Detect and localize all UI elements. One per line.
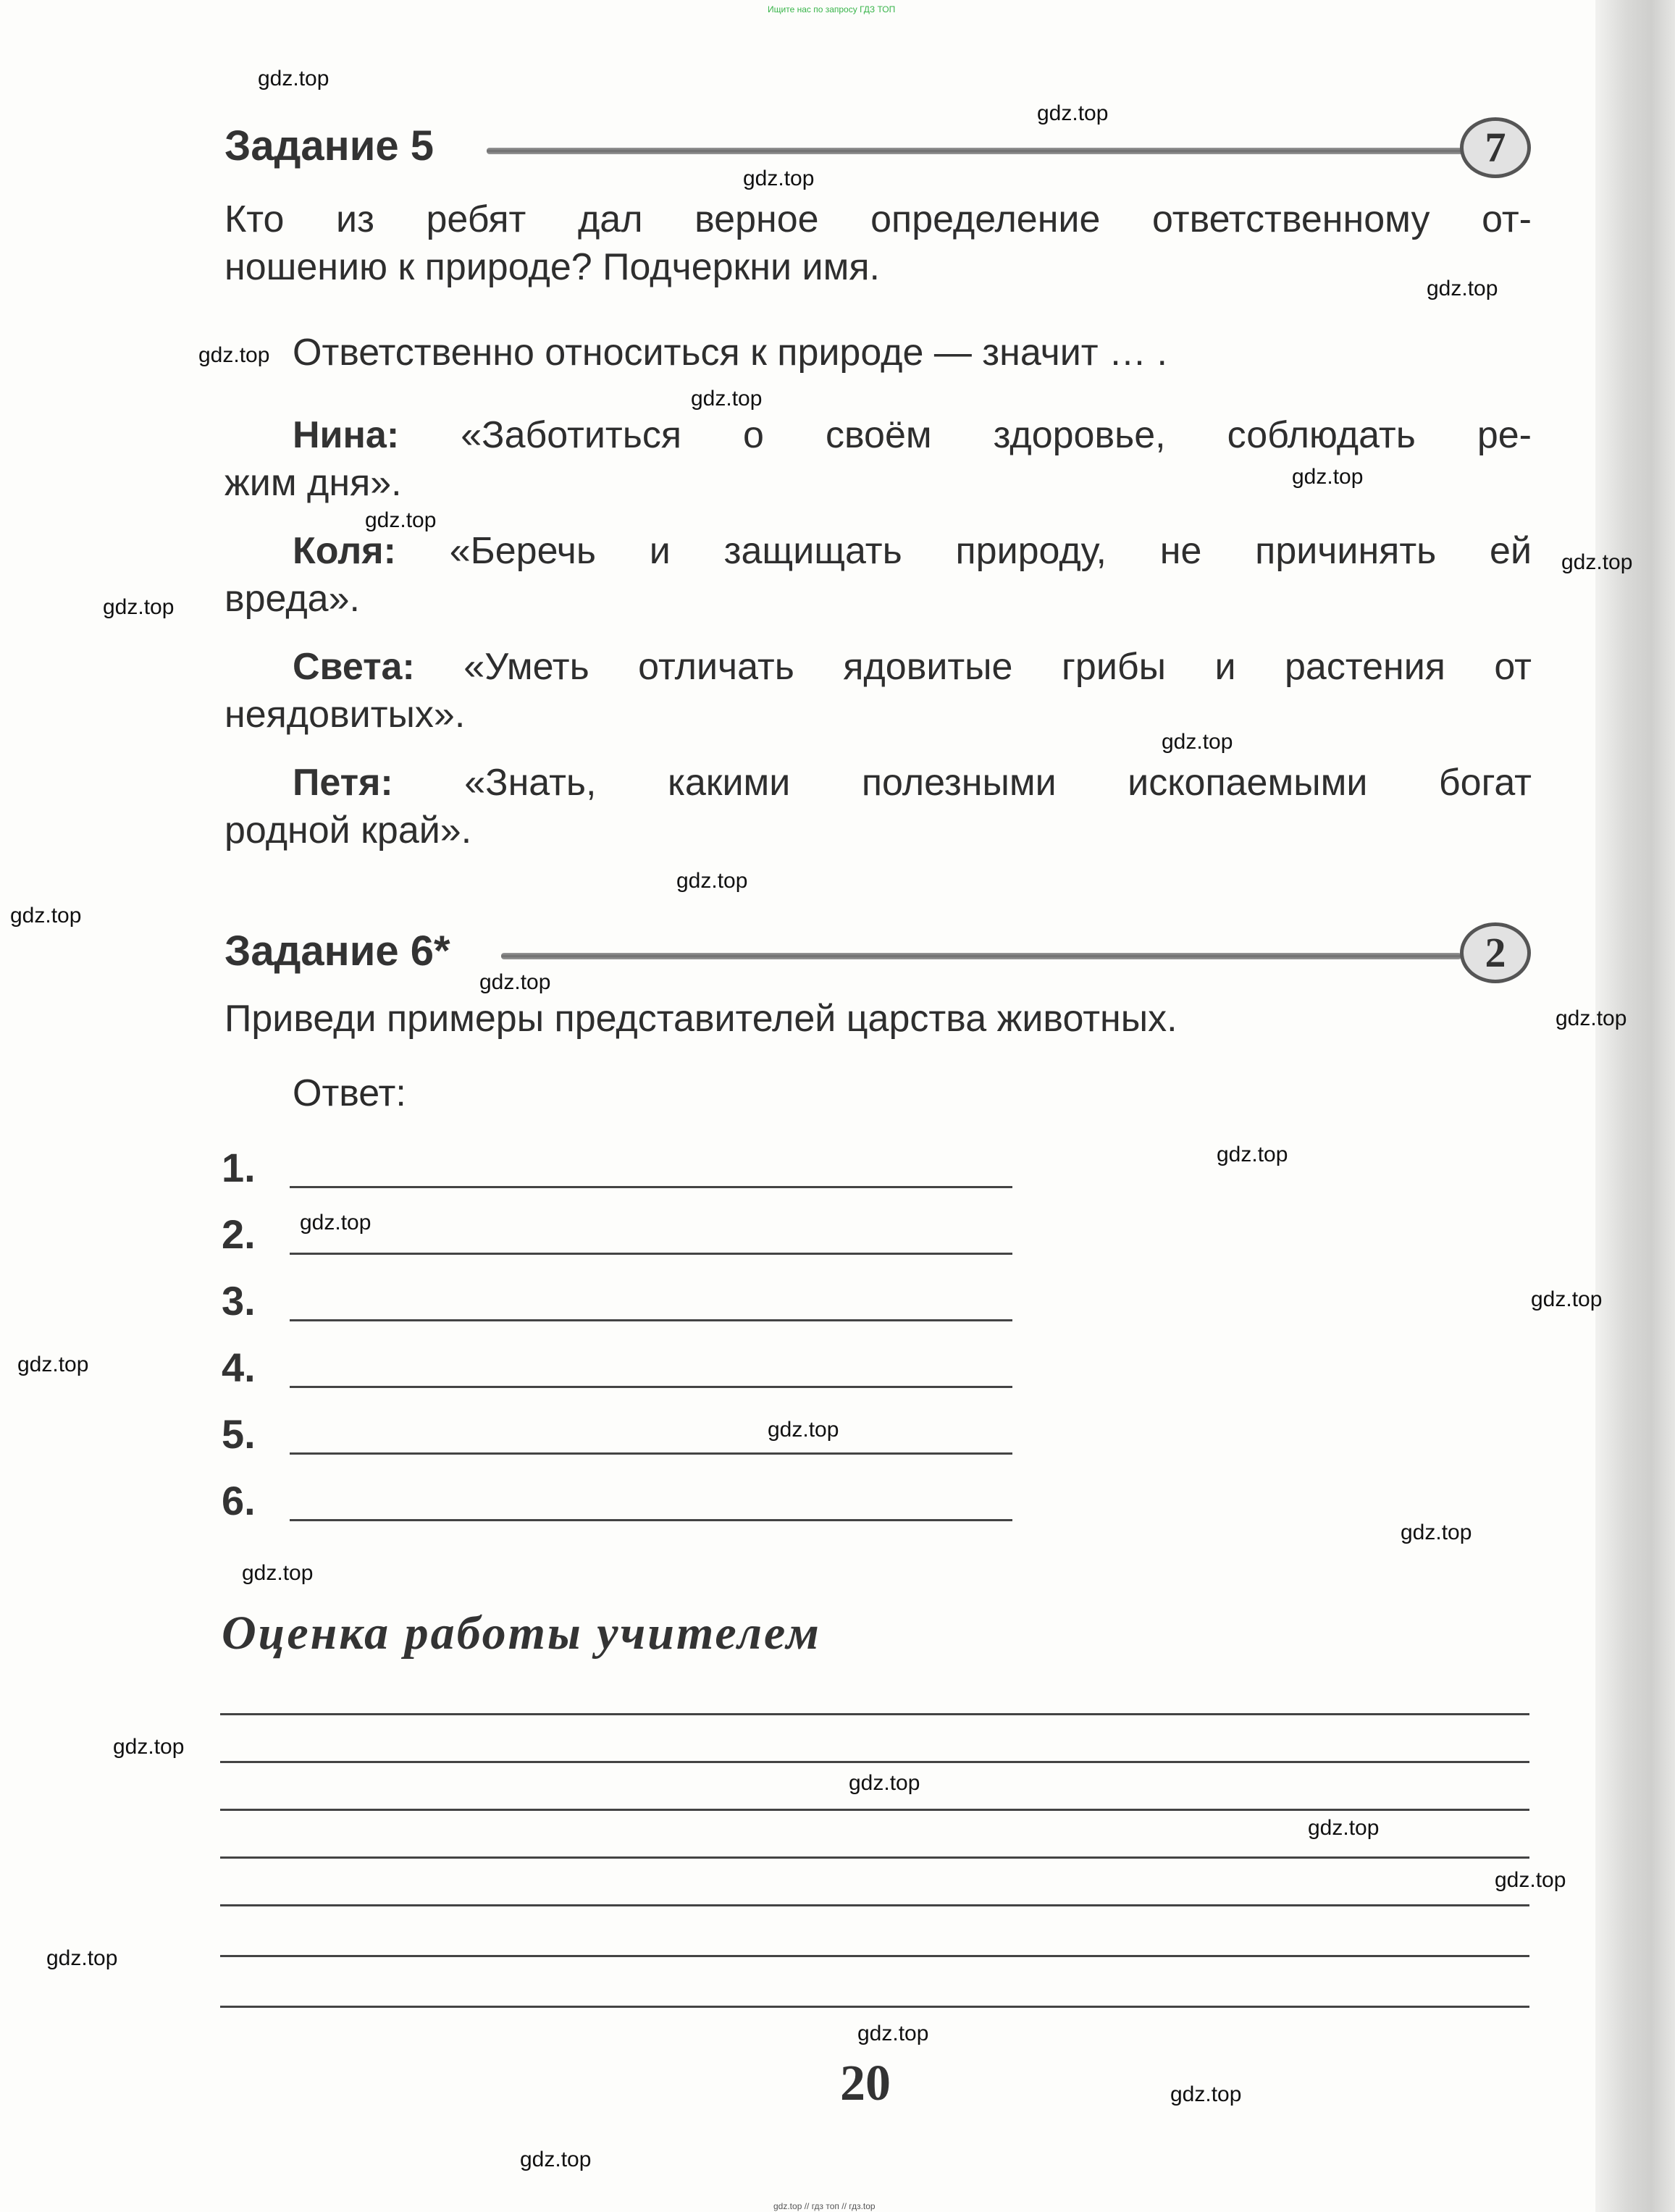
answer-nina-text: «Заботиться о своём здоровье, соблюдать ре- bbox=[461, 414, 1532, 456]
answer-petya-text: «Знать, какими полезными ископаемыми богат bbox=[464, 762, 1532, 804]
grade-line-4[interactable] bbox=[220, 1856, 1529, 1859]
watermark: gdz.top bbox=[198, 343, 270, 367]
watermark: gdz.top bbox=[1037, 101, 1109, 125]
top-note: Ищите нас по запросу ГДЗ ТОП bbox=[768, 4, 896, 14]
bottom-note: gdz.top // гдз топ // гдз.top bbox=[773, 2201, 876, 2211]
task5-title: Задание 5 bbox=[224, 122, 434, 169]
watermark: gdz.top bbox=[676, 869, 748, 893]
answer-number-6: 6. bbox=[222, 1478, 256, 1523]
task5-question-line1: Кто из ребят дал верное определение ответственному от- bbox=[224, 198, 1532, 240]
watermark: gdz.top bbox=[1170, 2082, 1242, 2106]
grade-line-3[interactable] bbox=[220, 1809, 1529, 1811]
grade-line-5[interactable] bbox=[220, 1904, 1529, 1906]
task6-header bbox=[224, 927, 1535, 985]
watermark: gdz.top bbox=[365, 508, 437, 532]
watermark: gdz.top bbox=[17, 1353, 89, 1376]
task5-statement: Ответственно относиться к природе — значит … . bbox=[293, 332, 1167, 374]
grade-line-2[interactable] bbox=[220, 1761, 1529, 1763]
answer-number-1: 1. bbox=[222, 1145, 256, 1190]
answer-petya-line1 bbox=[293, 759, 1532, 807]
watermark: gdz.top bbox=[1217, 1143, 1288, 1166]
book-spine-shadow bbox=[1595, 0, 1675, 2212]
watermark: gdz.top bbox=[10, 904, 82, 928]
task5-header bbox=[224, 122, 1535, 180]
answer-sveta-line1 bbox=[293, 643, 1532, 691]
watermark: gdz.top bbox=[1495, 1868, 1566, 1892]
task6-points-badge: 2 bbox=[1460, 922, 1531, 983]
answer-line-6[interactable] bbox=[290, 1519, 1012, 1521]
page-number: 20 bbox=[840, 2056, 891, 2111]
answer-nina-name: Нина: bbox=[293, 414, 400, 456]
answer-sveta-text: «Уметь отличать ядовитые грибы и растения от bbox=[463, 646, 1532, 688]
watermark: gdz.top bbox=[103, 595, 175, 619]
watermark: gdz.top bbox=[1427, 277, 1498, 300]
answer-line-3[interactable] bbox=[290, 1319, 1012, 1321]
watermark: gdz.top bbox=[857, 2022, 929, 2045]
teacher-grade-title: Оценка работы учителем bbox=[222, 1607, 821, 1660]
answer-sveta-line2: неядовитых». bbox=[224, 694, 466, 736]
watermark: gdz.top bbox=[300, 1211, 371, 1235]
answer-line-2[interactable] bbox=[290, 1253, 1012, 1255]
watermark: gdz.top bbox=[520, 2148, 592, 2171]
task5-question-line2: ношению к природе? Подчеркни имя. bbox=[224, 246, 880, 288]
answer-label: Ответ: bbox=[293, 1072, 406, 1114]
watermark: gdz.top bbox=[1162, 730, 1233, 754]
watermark: gdz.top bbox=[1401, 1521, 1472, 1544]
answer-kolya-text: «Беречь и защищать природу, не причинять ей bbox=[449, 530, 1532, 572]
answer-petya-name: Петя: bbox=[293, 762, 393, 804]
watermark: gdz.top bbox=[479, 970, 551, 994]
watermark: gdz.top bbox=[768, 1418, 839, 1442]
answer-number-3: 3. bbox=[222, 1278, 256, 1324]
task5-header-line bbox=[487, 148, 1464, 154]
answer-kolya-line2: вреда». bbox=[224, 578, 360, 620]
answer-nina-line2: жим дня». bbox=[224, 462, 402, 504]
answer-line-5[interactable] bbox=[290, 1452, 1012, 1455]
watermark: gdz.top bbox=[1561, 550, 1633, 574]
answer-kolya-line1 bbox=[293, 527, 1532, 575]
watermark: gdz.top bbox=[258, 67, 329, 91]
answer-sveta-name: Света: bbox=[293, 646, 415, 688]
grade-line-1[interactable] bbox=[220, 1713, 1529, 1715]
watermark: gdz.top bbox=[242, 1561, 314, 1585]
answer-line-4[interactable] bbox=[290, 1386, 1012, 1388]
watermark: gdz.top bbox=[46, 1946, 118, 1970]
answer-kolya-name: Коля: bbox=[293, 530, 396, 572]
task6-question: Приведи примеры представителей царства животных. bbox=[224, 998, 1177, 1040]
task6-title: Задание 6* bbox=[224, 928, 450, 975]
answer-number-2: 2. bbox=[222, 1211, 256, 1257]
watermark: gdz.top bbox=[743, 167, 815, 190]
watermark: gdz.top bbox=[849, 1771, 920, 1795]
watermark: gdz.top bbox=[1531, 1287, 1603, 1311]
answer-number-5: 5. bbox=[222, 1411, 256, 1457]
task5-points-badge: 7 bbox=[1460, 117, 1531, 178]
watermark: gdz.top bbox=[113, 1735, 185, 1759]
task6-header-line bbox=[501, 953, 1461, 959]
watermark: gdz.top bbox=[1292, 465, 1364, 489]
watermark: gdz.top bbox=[1308, 1816, 1380, 1840]
answer-line-1[interactable] bbox=[290, 1186, 1012, 1188]
answer-number-4: 4. bbox=[222, 1345, 256, 1390]
watermark: gdz.top bbox=[691, 387, 763, 411]
grade-line-7[interactable] bbox=[220, 2006, 1529, 2008]
watermark: gdz.top bbox=[1556, 1006, 1627, 1030]
grade-line-6[interactable] bbox=[220, 1955, 1529, 1957]
answer-nina-line1 bbox=[293, 411, 1532, 459]
answer-petya-line2: родной край». bbox=[224, 809, 472, 851]
